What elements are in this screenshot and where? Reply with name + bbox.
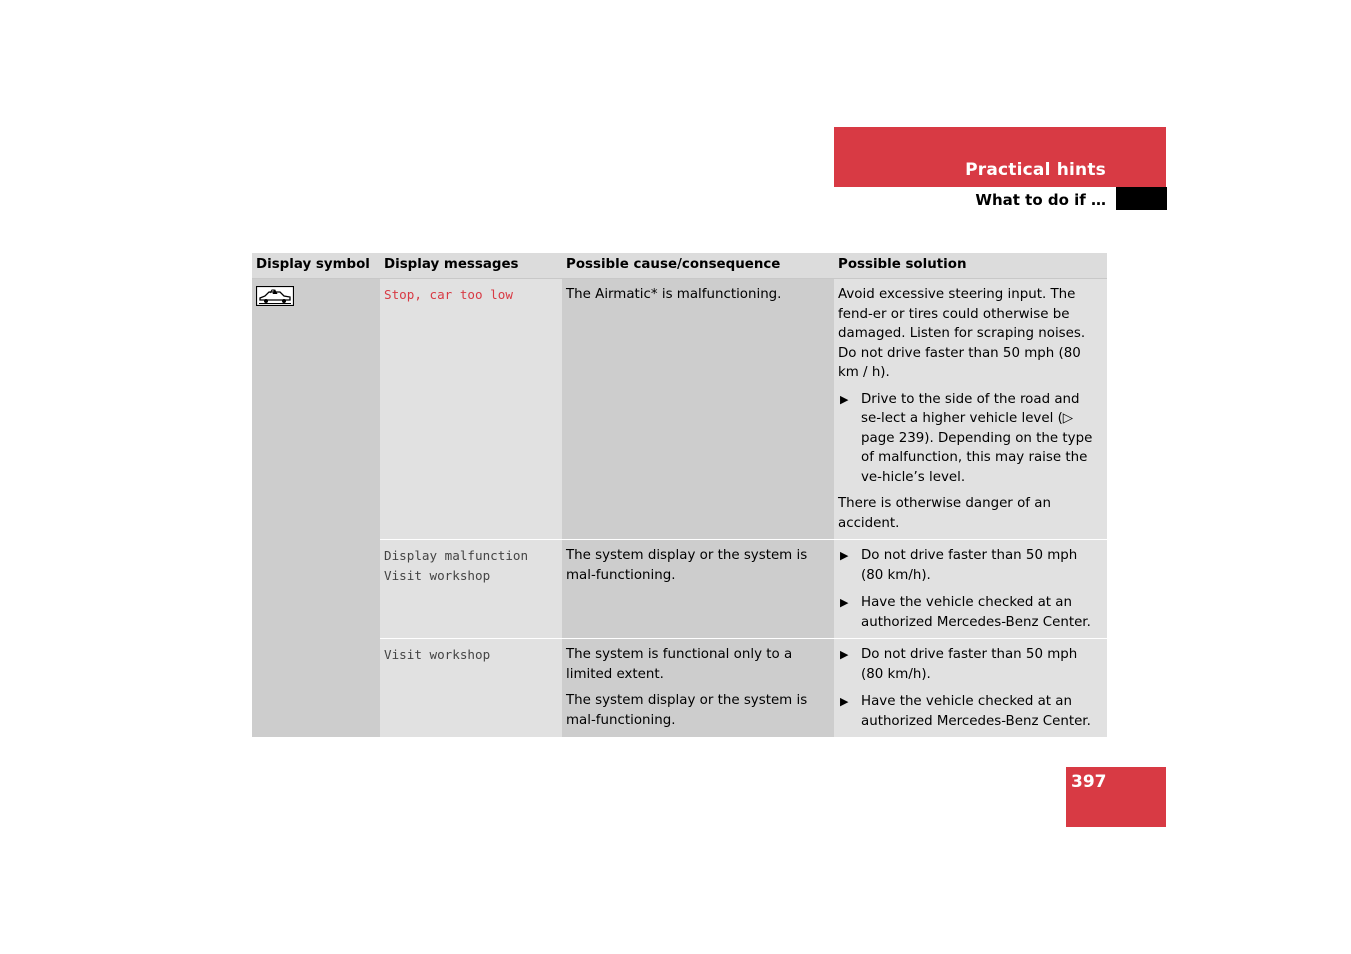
bullet-arrow-icon: ▶ [840, 648, 849, 661]
page-number-box [1066, 767, 1166, 827]
section-title: Practical hints [965, 160, 1106, 180]
cause-text: The system display or the system is mal-functioning. [566, 693, 808, 728]
solution-steps [838, 645, 1103, 731]
display-message: Display malfunction [384, 548, 529, 563]
step-text: Do not drive faster than 50 mph (80 km/h). [861, 548, 1078, 583]
column-header: Display symbol [252, 253, 380, 279]
display-message: Visit workshop [384, 567, 491, 583]
display-message-cell [380, 540, 562, 639]
cause-text: The Airmatic* is malfunctioning. [566, 287, 782, 302]
step-text: Have the vehicle checked at an authorized Mercedes-Benz Center. [861, 595, 1091, 630]
solution-intro: Avoid excessive steering input. The fend-er or tires could otherwise be damaged. Listen for scraping noises. Do not drive faster than 50 mph (80 km / h). [838, 287, 1086, 380]
step-text: Drive to the side of the road and se-lect a higher vehicle level (▷ page 239). Depending on the type of malfunction, this may raise the ve-hicle’s level. [861, 391, 1093, 485]
bullet-arrow-icon: ▶ [840, 549, 849, 562]
cause-text: The system display or the system is mal-functioning. [566, 548, 808, 583]
cause-cell [562, 279, 834, 540]
bullet-arrow-icon: ▶ [840, 596, 849, 609]
bullet-arrow-icon: ▶ [840, 695, 849, 708]
column-header: Possible cause/consequence [562, 253, 834, 279]
display-message-cell [380, 279, 562, 540]
display-message-cell [380, 639, 562, 738]
list-item [838, 593, 1103, 632]
table-row [252, 540, 1107, 639]
display-messages-table [252, 253, 1107, 737]
display-symbol-cell [252, 279, 380, 738]
solution-steps [838, 390, 1103, 488]
step-text: Have the vehicle checked at an authorized Mercedes-Benz Center. [861, 694, 1091, 729]
page-number: 397 [1071, 772, 1107, 792]
subsection-title: What to do if … [975, 191, 1106, 209]
table-row [252, 279, 1107, 540]
table-header-row [252, 253, 1107, 279]
display-message: Stop, car too low [384, 287, 513, 302]
cause-cell [562, 540, 834, 639]
cause-text: The system is functional only to a limited extent. [566, 647, 793, 682]
cause-cell [562, 639, 834, 738]
section-tab-marker [1116, 187, 1167, 210]
step-text: Do not drive faster than 50 mph (80 km/h). [861, 647, 1078, 682]
solution-cell [834, 279, 1107, 540]
solution-cell [834, 639, 1107, 738]
table-row [252, 639, 1107, 738]
bullet-arrow-icon: ▶ [840, 392, 849, 406]
list-item [838, 390, 1103, 488]
solution-outro: There is otherwise danger of an accident. [838, 496, 1051, 531]
column-header: Possible solution [834, 253, 1107, 279]
display-message: Visit workshop [384, 647, 491, 662]
list-item [838, 692, 1103, 731]
column-header: Display messages [380, 253, 562, 279]
list-item [838, 546, 1103, 585]
vehicle-level-warning-icon [256, 286, 294, 306]
list-item [838, 645, 1103, 684]
solution-steps [838, 546, 1103, 632]
solution-cell [834, 540, 1107, 639]
